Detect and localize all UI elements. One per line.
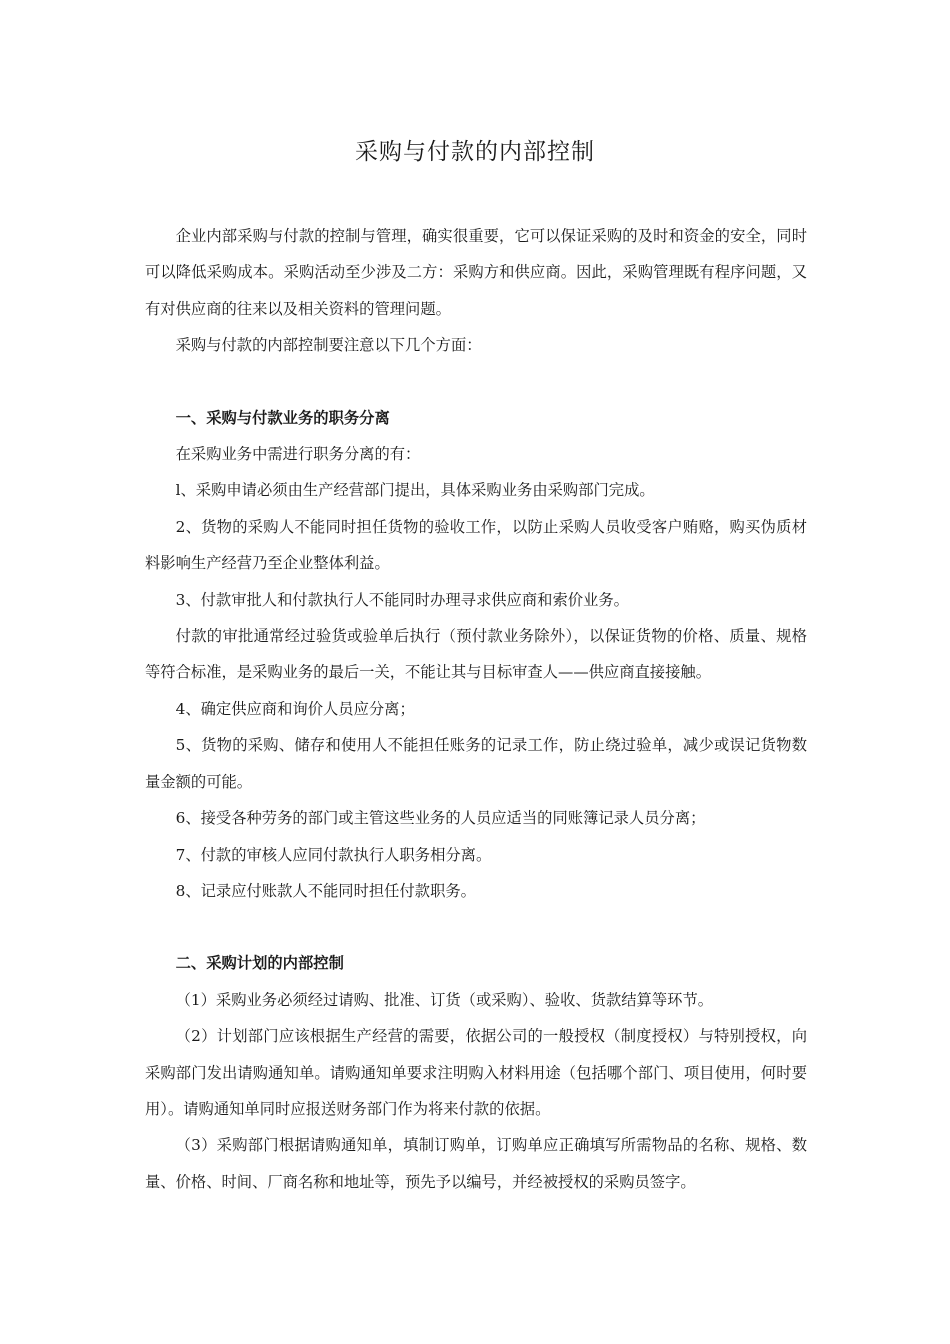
section1-paragraph: 2、货物的采购人不能同时担任货物的验收工作，以防止采购人员收受客户贿赂，购买伪质材料影响生产经营乃至企业整体利益。 bbox=[145, 517, 807, 573]
spacer bbox=[145, 364, 807, 400]
section-heading-2: 二、采购计划的内部控制 bbox=[175, 954, 344, 973]
intro-paragraph: 企业内部采购与付款的控制与管理，确实很重要，它可以保证采购的及时和资金的安全，同时可以降低采购成本。采购活动至少涉及二方：采购方和供应商。因此，采购管理既有程序问题，又有对供应商的往来以及相关资料的管理问题。 bbox=[145, 227, 807, 318]
section2-paragraph: （1）采购业务必须经过请购、批准、订货（或采购）、验收、货款结算等环节。 bbox=[175, 990, 714, 1009]
section1-paragraph: 8、记录应付账款人不能同时担任付款职务。 bbox=[175, 881, 476, 900]
section1-paragraph: 在采购业务中需进行职务分离的有： bbox=[175, 445, 421, 464]
section2-paragraph: （2）计划部门应该根据生产经营的需要，依据公司的一般授权（制度授权）与特别授权，向采购部门发出请购通知单。请购通知单要求注明购入材料用途（包括哪个部门、项目使用，何时要用）。请购通知单同时应报送财务部门作为将来付款的依据。 bbox=[145, 1027, 807, 1118]
section1-paragraph: 4、确定供应商和询价人员应分离； bbox=[175, 699, 415, 718]
document-body bbox=[145, 218, 807, 1200]
section1-paragraph: l、采购申请必须由生产经营部门提出，具体采购业务由采购部门完成。 bbox=[175, 481, 655, 500]
section-heading-1: 一、采购与付款业务的职务分离 bbox=[175, 408, 390, 427]
section1-paragraph: 3、付款审批人和付款执行人不能同时办理寻求供应商和索价业务。 bbox=[175, 590, 629, 609]
intro-paragraph: 采购与付款的内部控制要注意以下几个方面： bbox=[175, 336, 482, 355]
section1-paragraph: 7、付款的审核人应同付款执行人职务相分离。 bbox=[175, 845, 492, 864]
section1-paragraph: 5、货物的采购、储存和使用人不能担任账务的记录工作，防止绕过验单，减少或误记货物数量金额的可能。 bbox=[145, 736, 807, 791]
section1-paragraph: 6、接受各种劳务的部门或主管这些业务的人员应适当的同账簿记录人员分离； bbox=[175, 809, 706, 828]
section1-paragraph: 付款的审批通常经过验货或验单后执行（预付款业务除外），以保证货物的价格、质量、规格等符合标准，是采购业务的最后一关，不能让其与目标审查人——供应商直接接触。 bbox=[145, 627, 807, 682]
spacer bbox=[145, 909, 807, 945]
section2-paragraph: （3）采购部门根据请购通知单，填制订购单，订购单应正确填写所需物品的名称、规格、数量、价格、时间、厂商名称和地址等，预先予以编号，并经被授权的采购员签字。 bbox=[145, 1136, 807, 1191]
document-title: 采购与付款的内部控制 bbox=[355, 139, 595, 165]
